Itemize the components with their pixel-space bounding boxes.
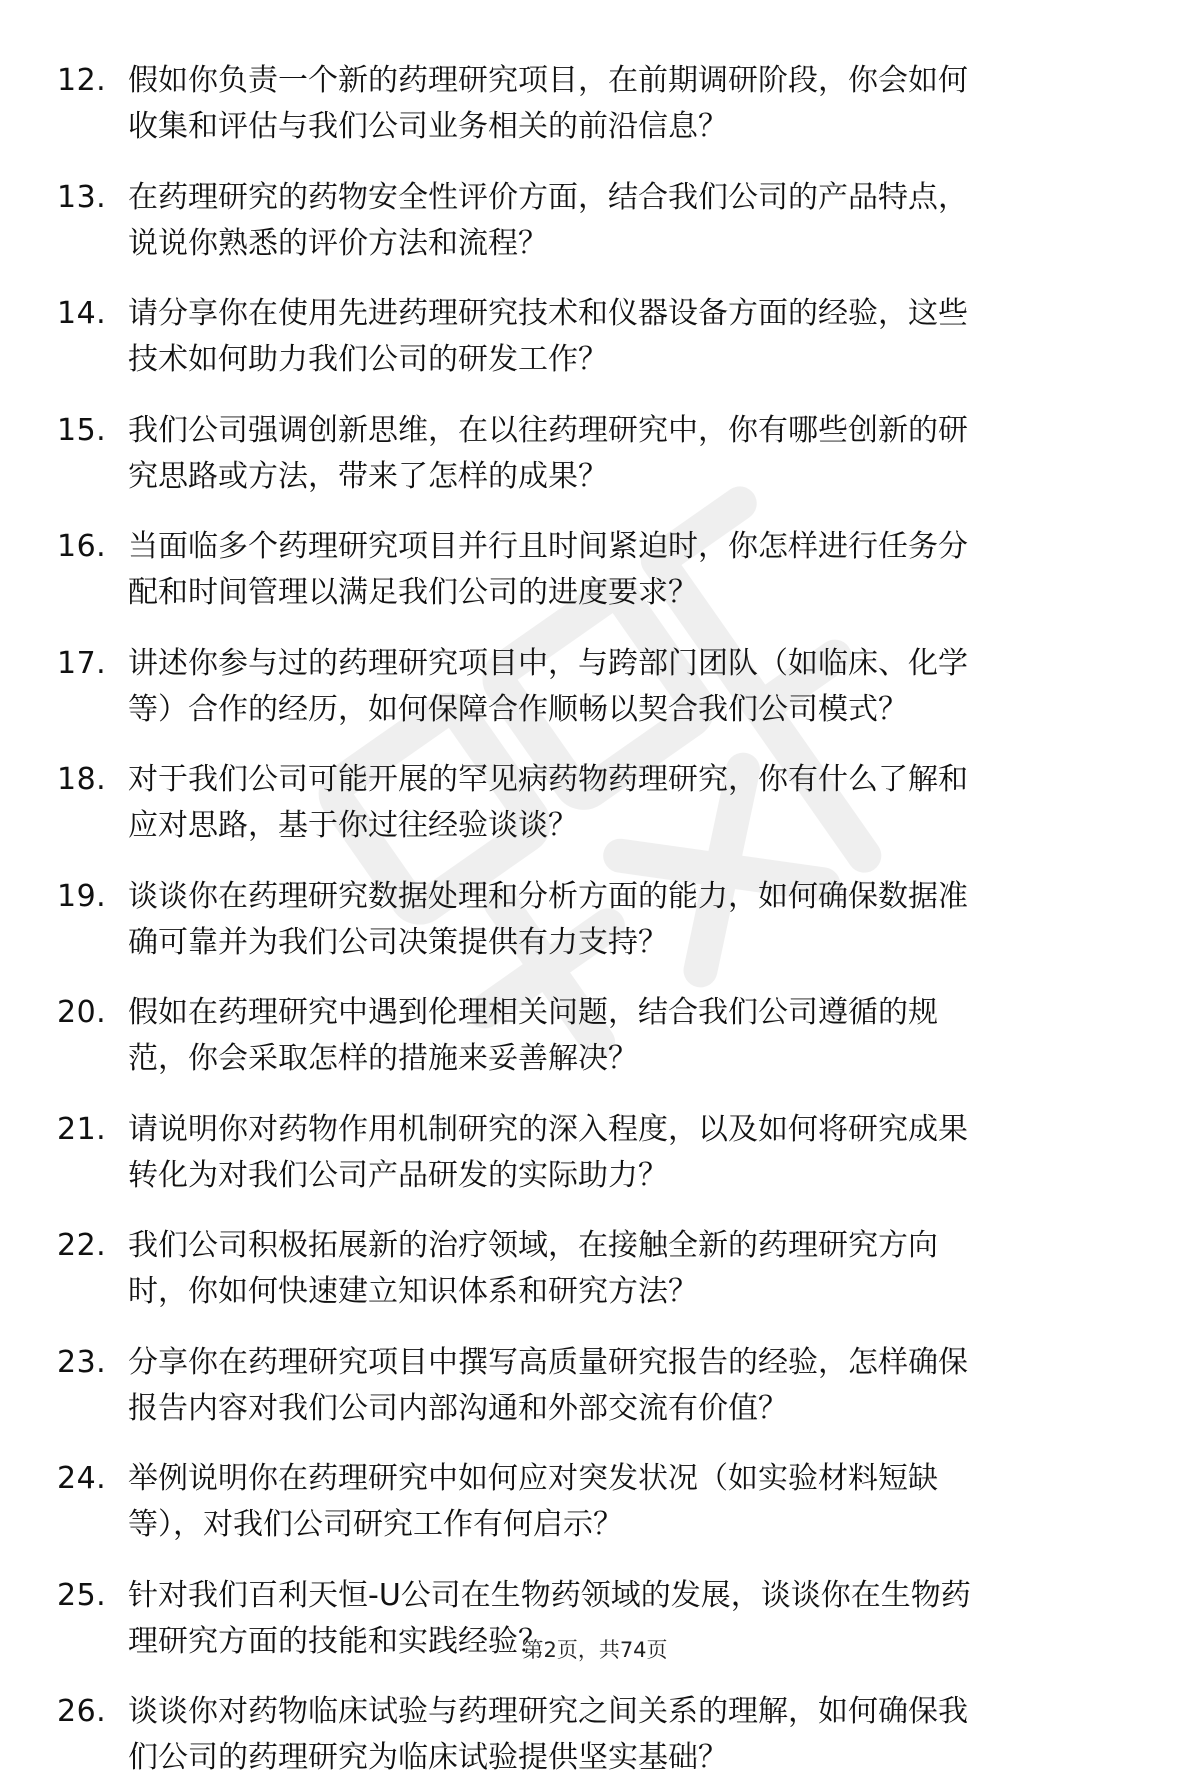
question-line: 请分享你在使用先进药理研究技术和仪器设备方面的经验，这些 xyxy=(128,296,968,331)
question-item xyxy=(0,1438,1190,1555)
question-item xyxy=(0,40,1190,157)
question-number: 19. xyxy=(57,878,107,914)
question-number: 20. xyxy=(57,995,107,1030)
question-line: 假如你负责一个新的药理研究项目，在前期调研阶段，你会如何 xyxy=(128,63,968,98)
question-list xyxy=(0,40,1190,1788)
question-line: 讲述你参与过的药理研究项目中，与跨部门团队（如临床、化学 xyxy=(128,645,968,681)
question-text xyxy=(128,641,1118,733)
question-number: 24. xyxy=(57,1461,107,1496)
question-item xyxy=(0,273,1190,390)
question-item xyxy=(0,390,1190,507)
question-line: 报告内容对我们公司内部沟通和外部交流有价值？ xyxy=(128,1390,788,1426)
question-line: 说说你熟悉的评价方法和流程？ xyxy=(128,225,548,261)
question-text xyxy=(128,1689,1118,1781)
question-text xyxy=(128,1107,1118,1199)
question-line: 配和时间管理以满足我们公司的进度要求？ xyxy=(128,575,698,610)
question-line: 技术如何助力我们公司的研发工作？ xyxy=(128,342,608,377)
question-line: 谈谈你在药理研究数据处理和分析方面的能力，如何确保数据准 xyxy=(128,878,968,914)
question-line: 对于我们公司可能开展的罕见病药物药理研究，你有什么了解和 xyxy=(128,762,968,797)
question-number: 26. xyxy=(57,1694,107,1729)
question-number: 12. xyxy=(57,63,107,98)
question-number: 18. xyxy=(57,762,107,797)
question-item xyxy=(0,1322,1190,1439)
question-item xyxy=(0,1205,1190,1322)
question-text xyxy=(128,524,1118,616)
question-line: 针对我们百利天恒-U公司在生物药领域的发展，谈谈你在生物药 xyxy=(128,1577,971,1613)
question-number: 17. xyxy=(57,645,107,681)
question-text xyxy=(128,1223,1118,1315)
question-number: 22. xyxy=(57,1228,107,1263)
question-line: 举例说明你在药理研究中如何应对突发状况（如实验材料短缺 xyxy=(128,1461,938,1496)
question-text xyxy=(128,408,1118,500)
question-item xyxy=(0,972,1190,1089)
question-item xyxy=(0,506,1190,623)
question-number: 25. xyxy=(57,1577,107,1613)
question-line: 理研究方面的技能和实践经验？ xyxy=(128,1623,548,1659)
question-number: 23. xyxy=(57,1344,107,1380)
question-text xyxy=(128,990,1118,1082)
question-line: 请说明你对药物作用机制研究的深入程度，以及如何将研究成果 xyxy=(128,1111,968,1147)
question-line: 分享你在药理研究项目中撰写高质量研究报告的经验，怎样确保 xyxy=(128,1344,968,1380)
question-item xyxy=(0,1671,1190,1788)
question-line: 时，你如何快速建立知识体系和研究方法？ xyxy=(128,1274,698,1309)
question-text xyxy=(128,175,1118,267)
question-line: 谈谈你对药物临床试验与药理研究之间关系的理解，如何确保我 xyxy=(128,1694,968,1729)
question-line: 当面临多个药理研究项目并行且时间紧迫时，你怎样进行任务分 xyxy=(128,529,968,564)
question-line: 们公司的药理研究为临床试验提供坚实基础？ xyxy=(128,1740,728,1775)
question-text xyxy=(128,291,1118,383)
question-item xyxy=(0,739,1190,856)
question-line: 转化为对我们公司产品研发的实际助力？ xyxy=(128,1157,668,1193)
page-number-label: 第2页，共74页 xyxy=(522,1638,668,1662)
question-text xyxy=(128,1340,1118,1432)
question-number: 14. xyxy=(57,296,107,331)
question-item xyxy=(0,157,1190,274)
question-item xyxy=(0,1089,1190,1206)
question-text xyxy=(128,58,1118,150)
question-item xyxy=(0,856,1190,973)
question-line: 收集和评估与我们公司业务相关的前沿信息？ xyxy=(128,109,728,144)
question-line: 假如在药理研究中遇到伦理相关问题，结合我们公司遵循的规 xyxy=(128,995,938,1030)
question-number: 21. xyxy=(57,1111,107,1147)
question-line: 范，你会采取怎样的措施来妥善解决？ xyxy=(128,1041,638,1076)
question-text xyxy=(128,874,1118,966)
question-item xyxy=(0,623,1190,740)
question-number: 13. xyxy=(57,179,107,215)
page-footer xyxy=(0,1636,1190,1664)
question-line: 我们公司强调创新思维，在以往药理研究中，你有哪些创新的研 xyxy=(128,412,968,448)
question-text xyxy=(128,757,1118,849)
question-line: 究思路或方法，带来了怎样的成果？ xyxy=(128,458,608,494)
question-line: 确可靠并为我们公司决策提供有力支持？ xyxy=(128,924,668,960)
question-text xyxy=(128,1456,1118,1548)
question-number: 15. xyxy=(57,412,107,448)
question-line: 在药理研究的药物安全性评价方面，结合我们公司的产品特点， xyxy=(128,179,968,215)
question-number: 16. xyxy=(57,529,107,564)
question-line: 应对思路，基于你过往经验谈谈？ xyxy=(128,808,578,843)
question-line: 我们公司积极拓展新的治疗领域，在接触全新的药理研究方向 xyxy=(128,1228,938,1263)
question-line: 等）合作的经历，如何保障合作顺畅以契合我们公司模式？ xyxy=(128,691,908,727)
question-line: 等），对我们公司研究工作有何启示？ xyxy=(128,1507,623,1542)
